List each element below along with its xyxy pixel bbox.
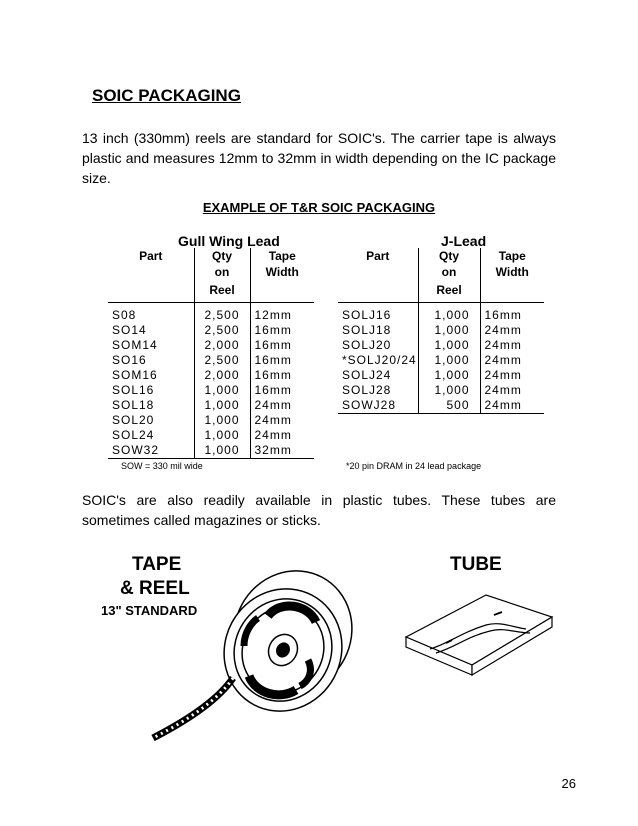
qty-cell: 1,000 [194,413,250,428]
tape-cell: 32mm [254,442,292,457]
tape-cell: 24mm [254,397,292,412]
part-header: Part [338,248,418,302]
tape-cell: 24mm [484,337,522,352]
section-heading: SOIC PACKAGING [92,86,241,105]
qty-cell: 1,000 [418,323,480,338]
reel-label: & REEL [120,578,190,599]
tape-cell: 24mm [254,427,292,442]
table-row [108,368,314,383]
table-row [338,368,544,383]
gull-wing-footnote: SOW = 330 mil wide [121,461,203,471]
table-row [108,323,314,338]
standard-label: 13" STANDARD [101,603,198,618]
qty-cell: 1,000 [194,428,250,443]
table-row [338,302,544,323]
tape-header: Tape Width [495,249,529,279]
part-cell: *SOLJ20/24 [338,353,418,368]
table-row [338,383,544,398]
qty-cell: 2,500 [194,323,250,338]
qty-cell [418,413,480,414]
gull-wing-table [108,248,314,459]
part-cell: SO14 [108,323,194,338]
j-lead-table [338,248,544,414]
part-cell: SOW32 [108,443,194,459]
tape-cell: 24mm [484,367,522,382]
qty-cell: 1,000 [194,398,250,413]
table-row [108,383,314,398]
table-row [108,428,314,443]
example-title: EXAMPLE OF T&R SOIC PACKAGING [202,200,436,215]
part-cell: SO16 [108,353,194,368]
tubes-paragraph: SOIC's are also readily available in plastic tubes. These tubes are sometimes called magazines or sticks. [82,492,556,528]
tube-illustration [400,585,560,680]
page-number: 26 [561,776,576,791]
part-header: Part [108,248,194,302]
gull-wing-title: Gull Wing Lead [178,233,280,249]
tape-cell: 16mm [254,322,292,337]
qty-cell: 2,500 [194,302,250,323]
intro-paragraph: 13 inch (330mm) reels are standard for SOIC's. The carrier tape is always plastic and measures 12mm to 32mm in width depending on the IC package size. [82,130,556,186]
table-row [338,398,544,413]
qty-header: Qty on Reel [194,248,250,302]
qty-cell: 2,000 [194,368,250,383]
part-cell: SOLJ16 [338,302,418,323]
tape-cell [480,413,544,414]
part-cell: SOL16 [108,383,194,398]
part-cell: SOLJ28 [338,383,418,398]
qty-cell: 1,000 [418,383,480,398]
tape-header: Tape Width [265,249,299,279]
part-cell: SOLJ24 [338,368,418,383]
table-row [108,443,314,459]
tape-cell: 24mm [484,352,522,367]
tube-label: TUBE [450,554,502,575]
table-row [338,413,544,414]
table-row [108,338,314,353]
qty-cell: 1,000 [418,302,480,323]
part-cell: SOL18 [108,398,194,413]
tape-cell: 16mm [254,337,292,352]
part-cell: SOLJ20 [338,338,418,353]
tape-cell: 24mm [254,412,292,427]
qty-cell: 1,000 [418,353,480,368]
table-row [338,353,544,368]
part-cell: SOL24 [108,428,194,443]
table-row [108,413,314,428]
qty-cell: 2,500 [194,353,250,368]
part-cell [338,413,418,414]
tape-cell: 16mm [254,367,292,382]
tape-cell: 16mm [254,352,292,367]
qty-cell: 1,000 [194,443,250,459]
table-row [108,302,314,323]
qty-cell: 2,000 [194,338,250,353]
tape-cell: 24mm [484,322,522,337]
qty-cell: 1,000 [194,383,250,398]
part-cell: SOM16 [108,368,194,383]
part-cell: SOM14 [108,338,194,353]
qty-cell: 500 [418,398,480,413]
j-lead-footnote: *20 pin DRAM in 24 lead package [346,461,482,471]
qty-header: Qty on Reel [418,248,480,302]
table-row [108,398,314,413]
tape-cell: 12mm [254,307,292,322]
part-cell: SOL20 [108,413,194,428]
tape-cell: 16mm [254,382,292,397]
qty-cell: 1,000 [418,368,480,383]
part-cell: SOLJ18 [338,323,418,338]
tape-label: TAPE [132,554,182,575]
table-row [338,323,544,338]
table-row [108,353,314,368]
table-row [338,338,544,353]
tape-cell: 24mm [484,397,522,412]
tape-cell: 16mm [484,307,522,322]
qty-cell: 1,000 [418,338,480,353]
tape-cell: 24mm [484,382,522,397]
reel-illustration [148,560,378,750]
part-cell: S08 [108,302,194,323]
part-cell: SOWJ28 [338,398,418,413]
j-lead-title: J-Lead [441,233,487,249]
